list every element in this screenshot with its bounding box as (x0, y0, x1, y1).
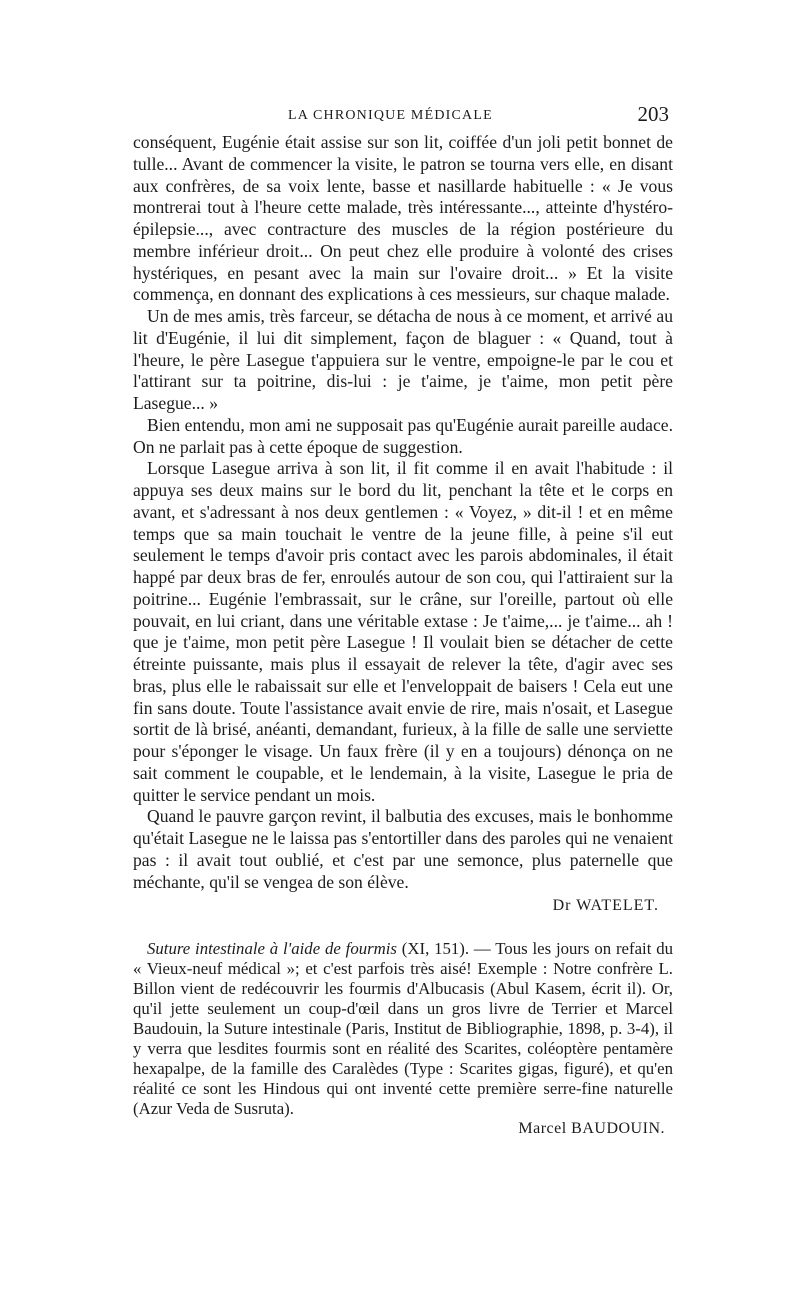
article-body (133, 132, 673, 893)
note-signature: Marcel BAUDOUIN. (518, 1120, 665, 1138)
running-head (133, 100, 673, 126)
note-paragraph (133, 939, 673, 1118)
article-paragraph: Lorsque Lasegue arriva à son lit, il fit comme il en avait l'habitude : il appuya ses deux mains sur le bord du lit, penchant la tête et le corps en avant, et s'adressant à nos deux gentlemen : « Voyez, » dit-il ! et en même temps que sa main touchait le ventre de la jeune fille, à peine s'il eut seulement le temps d'avoir pris contact avec les parois abdominales, il était happé par deux bras de fer, enroulés autour de son cou, qui l'attiraient sur la poitrine... Eugénie l'embrassait, sur le crâne, sur l'oreille, partout où elle pouvait, en lui criant, dans une véritable extase : Je t'aime,... je t'aime... ah ! que je t'aime, mon petit père Lasegue ! Il voulait bien se détacher de cette étreinte puissante, mais plus il essayait de relever la tête, d'agir avec ses bras, plus elle le rabaissait sur elle et l'enveloppait de baisers ! Cela eut une fin sans doute. Toute l'assistance avait envie de rire, mais n'osait, et Lasegue sortit de là brisé, anéanti, demandant, furieux, à la fille de salle une serviette pour s'éponger le visage. Un faux frère (il y en a toujours) dénonça on ne sait comment le coupable, et le lendemain, à la visite, Lasegue le pria de quitter le service pendant un mois. (133, 458, 673, 805)
article-paragraph: conséquent, Eugénie était assise sur son lit, coiffée d'un joli petit bonnet de tulle... Avant de commencer la visite, le patron se tourna vers elle, en disant aux confrères, de sa voix lente, basse et nasillarde habituelle : « Je vous montrerai tout à l'heure cette malade, très intéressante..., atteinte d'hystéro-épilepsie..., avec contracture des muscles de la région postérieure du membre inférieur droit... On peut chez elle produire à volonté des crises hystériques, en pesant avec la main sur l'ovaire droit... » Et la visite commença, en donnant des explications à ces messieurs, sur chaque malade. (133, 132, 673, 305)
page (133, 100, 673, 1138)
article-paragraph: Quand le pauvre garçon revint, il balbutia des excuses, mais le bonhomme qu'était Lasegue ne le laissa pas s'entortiller dans des paroles qui ne venaient pas : il avait tout oublié, et c'est par une semonce, plus paternelle que méchante, qu'il se vengea de son élève. (133, 806, 673, 892)
article-signature: Dr WATELET. (552, 897, 659, 915)
article-paragraph: Un de mes amis, très farceur, se détacha de nous à ce moment, et arrivé au lit d'Eugénie, il lui dit simplement, façon de blaguer : « Quand, tout à l'heure, le père Lasegue t'appuiera sur le ventre, empoigne-le par le cou et l'attirant sur ta poitrine, dis-lui : je t'aime, je t'aime, mon petit père Lasegue... » (133, 306, 673, 413)
note-text: (XI, 151). — Tous les jours on refait du « Vieux-neuf médical »; et c'est parfois très aisé! Exemple : Notre confrère L. Billon vient de redécouvrir les fourmis d'Albucasis (Abul Kasem, écrit il). Or, qu'il jette seulement un coup-d'œil dans un gros livre de Terrier et Marcel Baudouin, la Suture intestinale (Paris, Institut de Bibliographie, 1898, p. 3-4), il y verra que lesdites fourmis sont en réalité des Scarites, coléoptère pentamère hexapalpe, de la famille des Caralèdes (Type : Scarites gigas, figuré), et qu'en réalité ce sont les Hindous qui ont inventé cette première serre-fine naturelle (Azur Veda de Susruta). (133, 939, 673, 1118)
running-title: LA CHRONIQUE MÉDICALE (288, 108, 493, 123)
article-paragraph: Bien entendu, mon ami ne supposait pas qu'Eugénie aurait pareille audace. On ne parlait pas à cette époque de suggestion. (133, 414, 673, 457)
note-title: Suture intestinale à l'aide de fourmis (147, 939, 397, 959)
page-number: 203 (637, 102, 669, 126)
